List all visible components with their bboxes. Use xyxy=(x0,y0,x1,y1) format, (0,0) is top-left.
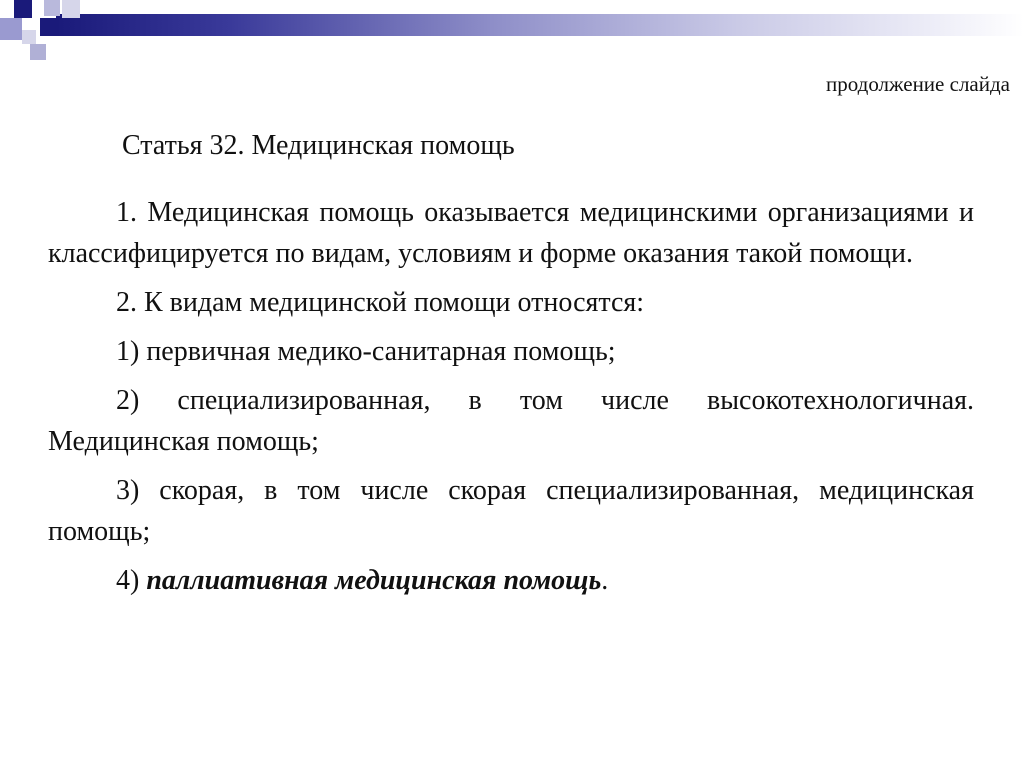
paragraph: 1. Медицинская помощь оказывается медицинскими организациями и классифицируется по видам, условиям и форме оказания такой помощи. xyxy=(48,197,974,269)
item-prefix: 4) xyxy=(116,565,147,596)
deco-square xyxy=(0,18,22,40)
decorative-header xyxy=(0,0,1024,70)
list-item: 3) скорая, в том числе скорая специализированная, медицинская помощь; xyxy=(48,475,974,547)
list-item xyxy=(48,560,974,601)
continuation-label: продолжение слайда xyxy=(826,72,1010,96)
list-item: 2) специализированная, в том числе высокотехнологичная. Медицинская помощь; xyxy=(48,385,974,457)
list-item: 1) первичная медико-санитарная помощь; xyxy=(116,336,616,367)
deco-square xyxy=(40,18,58,36)
slide-heading: Статья 32. Медицинская помощь xyxy=(122,130,515,161)
deco-square xyxy=(44,0,60,16)
deco-square xyxy=(22,30,36,44)
paragraph: 2. К видам медицинской помощи относятся: xyxy=(116,287,645,318)
emphasized-text: паллиативная медицинская помощь xyxy=(146,565,602,596)
deco-square xyxy=(14,0,32,18)
gradient-bar xyxy=(56,14,1024,36)
item-suffix: . xyxy=(601,565,609,596)
deco-square xyxy=(30,44,46,60)
slide-body xyxy=(48,192,974,609)
deco-square xyxy=(62,0,80,18)
